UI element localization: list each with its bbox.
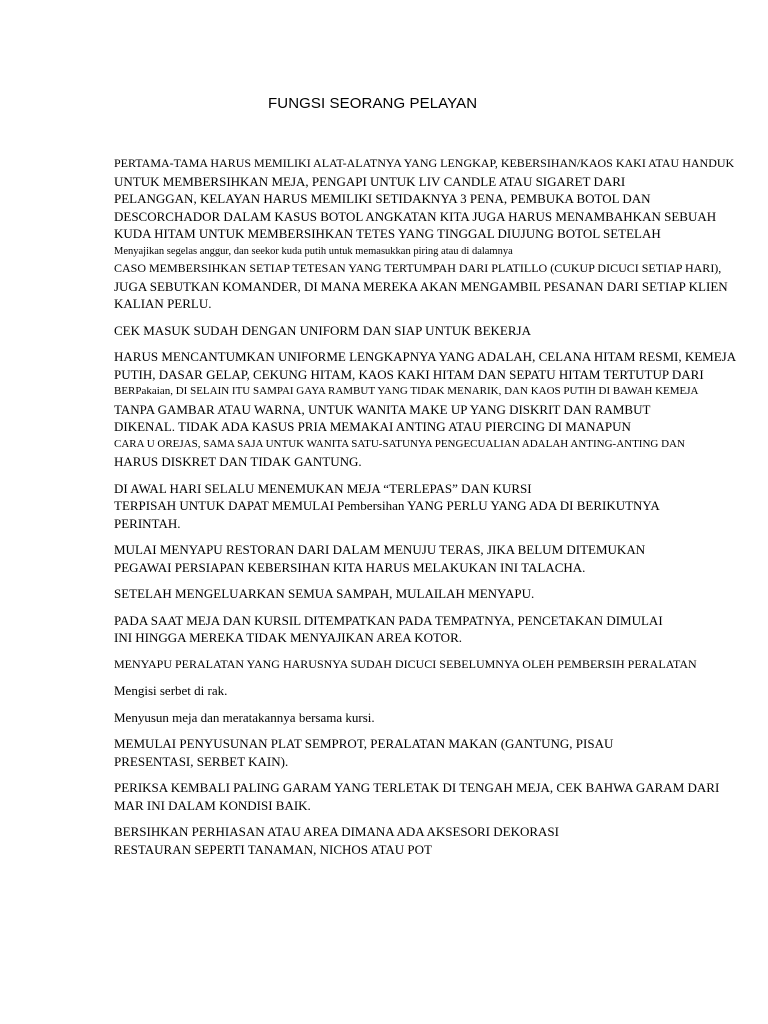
paragraph — [114, 682, 764, 700]
paragraph — [114, 823, 764, 858]
paragraph — [114, 541, 764, 576]
paragraph — [114, 480, 764, 533]
text-line: TANPA GAMBAR ATAU WARNA, UNTUK WANITA MAKE UP YANG DISKRIT DAN RAMBUT — [114, 401, 651, 417]
text-line: Menyajikan segelas anggur, dan seekor kuda putih untuk memasukkan piring atau di dalamnya — [114, 245, 513, 257]
paragraph — [114, 322, 764, 340]
document-body — [114, 155, 764, 858]
text-line: HARUS MENCANTUMKAN UNIFORME LENGKAPNYA YANG ADALAH, CELANA HITAM RESMI, KEMEJA — [114, 349, 737, 364]
text-line: JUGA SEBUTKAN KOMANDER, DI MANA MEREKA AKAN MENGAMBIL PESANAN DARI SETIAP KLIEN — [114, 278, 728, 294]
paragraph — [114, 348, 764, 471]
text-line: KALIAN PERLU. — [114, 296, 212, 311]
text-line: UNTUK MEMBERSIHKAN MEJA, PENGAPI UNTUK LIV CANDLE ATAU SIGARET DARI — [114, 173, 626, 189]
text-line: RESTAURAN SEPERTI TANAMAN, NICHOS ATAU POT — [114, 841, 432, 857]
text-line: MENYAPU PERALATAN YANG HARUSNYA SUDAH DICUCI SEBELUMNYA OLEH PEMBERSIH PERALATAN — [114, 656, 697, 671]
text-line: MULAI MENYAPU RESTORAN DARI DALAM MENUJU TERAS, JIKA BELUM DITEMUKAN — [114, 542, 646, 557]
text-line: HARUS DISKRET DAN TIDAK GANTUNG. — [114, 454, 362, 469]
text-line: MEMULAI PENYUSUNAN PLAT SEMPROT, PERALATAN MAKAN (GANTUNG, PISAU — [114, 736, 614, 751]
text-line: DIKENAL. TIDAK ADA KASUS PRIA MEMAKAI ANTING ATAU PIERCING DI MANAPUN — [114, 419, 631, 434]
page-title: FUNGSI SEORANG PELAYAN — [268, 95, 478, 112]
text-line: PELANGGAN, KELAYAN HARUS MEMILIKI SETIDAKNYA 3 PENA, PEMBUKA BOTOL DAN — [114, 191, 651, 206]
text-line: DI AWAL HARI SELALU MENEMUKAN MEJA “TERLEPAS” DAN KURSI — [114, 480, 532, 496]
text-line: PEGAWAI PERSIAPAN KEBERSIHAN KITA HARUS MELAKUKAN INI TALACHA. — [114, 559, 586, 575]
text-line: INI HINGGA MEREKA TIDAK MENYAJIKAN AREA KOTOR. — [114, 630, 462, 645]
text-line: CASO MEMBERSIHKAN SETIAP TETESAN YANG TERTUMPAH DARI PLATILLO (CUKUP DICUCI SETIAP HARI), — [114, 261, 722, 275]
paragraph — [114, 779, 764, 814]
paragraph — [114, 585, 764, 603]
text-line: PRESENTASI, SERBET KAIN). — [114, 753, 289, 769]
text-line: Mengisi serbet di rak. — [114, 683, 228, 698]
text-line: KUDA HITAM UNTUK MEMBERSIHKAN TETES YANG TINGGAL DIUJUNG BOTOL SETELAH — [114, 226, 661, 241]
text-line: SETELAH MENGELUARKAN SEMUA SAMPAH, MULAILAH MENYAPU. — [114, 586, 535, 601]
paragraph — [114, 656, 764, 674]
text-line: PERTAMA-TAMA HARUS MEMILIKI ALAT-ALATNYA YANG LENGKAP, KEBERSIHAN/KAOS KAKI ATAU HANDUK — [114, 156, 735, 170]
text-line: DESCORCHADOR DALAM KASUS BOTOL ANGKATAN KITA JUGA HARUS MENAMBAHKAN SEBUAH — [114, 208, 717, 224]
text-line: PADA SAAT MEJA DAN KURSIL DITEMPATKAN PADA TEMPATNYA, PENCETAKAN DIMULAI — [114, 612, 663, 628]
paragraph — [114, 612, 764, 647]
text-line: BERPakaian, DI SELAIN ITU SAMPAI GAYA RAMBUT YANG TIDAK MENARIK, DAN KAOS PUTIH DI BAWAH KEMEJA — [114, 385, 699, 397]
text-line: CARA U OREJAS, SAMA SAJA UNTUK WANITA SATU-SATUNYA PENGECUALIAN ADALAH ANTING-ANTING DAN — [114, 437, 685, 450]
text-line: Menyusun meja dan meratakannya bersama kursi. — [114, 709, 375, 725]
text-line: CEK MASUK SUDAH DENGAN UNIFORM DAN SIAP UNTUK BEKERJA — [114, 322, 531, 338]
text-line: PUTIH, DASAR GELAP, CEKUNG HITAM, KAOS KAKI HITAM DAN SEPATU HITAM TERTUTUP DARI — [114, 366, 704, 382]
paragraph — [114, 735, 764, 770]
text-line: TERPISAH UNTUK DAPAT MEMULAI Pembersihan YANG PERLU YANG ADA DI BERIKUTNYA — [114, 498, 660, 513]
paragraph — [114, 155, 764, 313]
paragraph — [114, 709, 764, 727]
text-line: PERIKSA KEMBALI PALING GARAM YANG TERLETAK DI TENGAH MEJA, CEK BAHWA GARAM DARI — [114, 780, 720, 795]
text-line: BERSIHKAN PERHIASAN ATAU AREA DIMANA ADA AKSESORI DEKORASI — [114, 824, 559, 839]
text-line: MAR INI DALAM KONDISI BAIK. — [114, 797, 311, 813]
text-line: PERINTAH. — [114, 515, 181, 531]
